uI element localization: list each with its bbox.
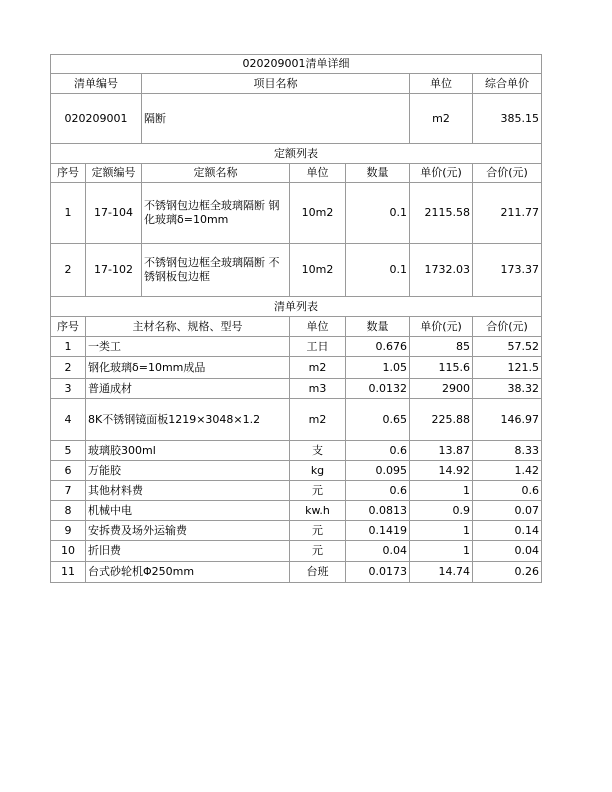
material-name: 普通成材 (86, 379, 290, 399)
material-seq: 6 (51, 461, 86, 481)
material-price: 1 (410, 521, 473, 541)
material-row (51, 379, 542, 399)
material-seq: 11 (51, 562, 86, 583)
material-qty: 1.05 (346, 357, 410, 379)
material-price: 2900 (410, 379, 473, 399)
material-price: 14.74 (410, 562, 473, 583)
materials-total-header: 合价(元) (473, 317, 542, 337)
material-unit: 元 (290, 481, 346, 501)
item-code: 020209001 (51, 94, 142, 144)
quota-seq: 1 (51, 183, 86, 244)
material-name: 玻璃胶300ml (86, 441, 290, 461)
quota-code: 17-104 (86, 183, 142, 244)
col-name-header: 项目名称 (142, 74, 410, 94)
item-name: 隔断 (142, 94, 410, 144)
bill-detail-table (50, 54, 542, 583)
material-seq: 9 (51, 521, 86, 541)
material-seq: 8 (51, 501, 86, 521)
material-total: 57.52 (473, 337, 542, 357)
material-qty: 0.65 (346, 399, 410, 441)
material-unit: 工日 (290, 337, 346, 357)
material-qty: 0.1419 (346, 521, 410, 541)
material-unit: kw.h (290, 501, 346, 521)
item-header-row (51, 74, 542, 94)
material-seq: 4 (51, 399, 86, 441)
col-price-header: 综合单价 (473, 74, 542, 94)
materials-price-header: 单价(元) (410, 317, 473, 337)
quota-row (51, 183, 542, 244)
page-title: 020209001清单详细 (51, 55, 542, 74)
material-unit: 元 (290, 521, 346, 541)
quota-header-row (51, 164, 542, 183)
item-unit: m2 (410, 94, 473, 144)
material-unit: m2 (290, 399, 346, 441)
material-qty: 0.0132 (346, 379, 410, 399)
material-price: 115.6 (410, 357, 473, 379)
material-name: 其他材料费 (86, 481, 290, 501)
quota-qty: 0.1 (346, 183, 410, 244)
material-seq: 2 (51, 357, 86, 379)
item-row (51, 94, 542, 144)
material-total: 0.26 (473, 562, 542, 583)
material-unit: 台班 (290, 562, 346, 583)
material-price: 1 (410, 481, 473, 501)
quota-total: 211.77 (473, 183, 542, 244)
material-row (51, 521, 542, 541)
material-qty: 0.6 (346, 481, 410, 501)
material-name: 台式砂轮机Φ250mm (86, 562, 290, 583)
quota-name: 不锈钢包边框全玻璃隔断 不锈钢板包边框 (142, 244, 290, 297)
material-total: 1.42 (473, 461, 542, 481)
material-name: 钢化玻璃δ=10mm成品 (86, 357, 290, 379)
col-unit-header: 单位 (410, 74, 473, 94)
material-total: 0.07 (473, 501, 542, 521)
quota-name-header: 定额名称 (142, 164, 290, 183)
quota-qty-header: 数量 (346, 164, 410, 183)
quota-seq: 2 (51, 244, 86, 297)
quota-price-header: 单价(元) (410, 164, 473, 183)
quota-section-title: 定额列表 (51, 144, 542, 164)
material-total: 38.32 (473, 379, 542, 399)
material-unit: 支 (290, 441, 346, 461)
material-row (51, 562, 542, 583)
quota-unit: 10m2 (290, 183, 346, 244)
quota-code-header: 定额编号 (86, 164, 142, 183)
col-code-header: 清单编号 (51, 74, 142, 94)
material-unit: 元 (290, 541, 346, 562)
material-unit: m3 (290, 379, 346, 399)
material-price: 85 (410, 337, 473, 357)
quota-price: 2115.58 (410, 183, 473, 244)
material-row (51, 337, 542, 357)
item-price: 385.15 (473, 94, 542, 144)
material-row (51, 541, 542, 562)
material-seq: 10 (51, 541, 86, 562)
material-price: 225.88 (410, 399, 473, 441)
materials-qty-header: 数量 (346, 317, 410, 337)
material-name: 折旧费 (86, 541, 290, 562)
material-name: 8K不锈钢镜面板1219×3048×1.2 (86, 399, 290, 441)
material-qty: 0.04 (346, 541, 410, 562)
material-total: 0.6 (473, 481, 542, 501)
material-price: 1 (410, 541, 473, 562)
quota-code: 17-102 (86, 244, 142, 297)
material-price: 0.9 (410, 501, 473, 521)
material-total: 121.5 (473, 357, 542, 379)
material-row (51, 461, 542, 481)
materials-unit-header: 单位 (290, 317, 346, 337)
material-qty: 0.0813 (346, 501, 410, 521)
material-qty: 0.095 (346, 461, 410, 481)
material-qty: 0.676 (346, 337, 410, 357)
material-unit: kg (290, 461, 346, 481)
material-name: 机械中电 (86, 501, 290, 521)
material-seq: 1 (51, 337, 86, 357)
material-row (51, 481, 542, 501)
materials-section-title: 清单列表 (51, 297, 542, 317)
material-name: 一类工 (86, 337, 290, 357)
material-seq: 3 (51, 379, 86, 399)
quota-row (51, 244, 542, 297)
material-unit: m2 (290, 357, 346, 379)
material-row (51, 357, 542, 379)
material-seq: 7 (51, 481, 86, 501)
quota-total: 173.37 (473, 244, 542, 297)
material-total: 8.33 (473, 441, 542, 461)
quota-unit-header: 单位 (290, 164, 346, 183)
material-row (51, 399, 542, 441)
material-row (51, 501, 542, 521)
material-qty: 0.0173 (346, 562, 410, 583)
quota-qty: 0.1 (346, 244, 410, 297)
quota-price: 1732.03 (410, 244, 473, 297)
quota-total-header: 合价(元) (473, 164, 542, 183)
materials-name-header: 主材名称、规格、型号 (86, 317, 290, 337)
material-seq: 5 (51, 441, 86, 461)
material-price: 14.92 (410, 461, 473, 481)
material-name: 安拆费及场外运输费 (86, 521, 290, 541)
material-price: 13.87 (410, 441, 473, 461)
material-row (51, 441, 542, 461)
material-total: 0.04 (473, 541, 542, 562)
materials-header-row (51, 317, 542, 337)
material-name: 万能胶 (86, 461, 290, 481)
materials-seq-header: 序号 (51, 317, 86, 337)
quota-name: 不锈钢包边框全玻璃隔断 钢化玻璃δ=10mm (142, 183, 290, 244)
material-total: 0.14 (473, 521, 542, 541)
material-total: 146.97 (473, 399, 542, 441)
material-qty: 0.6 (346, 441, 410, 461)
quota-unit: 10m2 (290, 244, 346, 297)
quota-seq-header: 序号 (51, 164, 86, 183)
